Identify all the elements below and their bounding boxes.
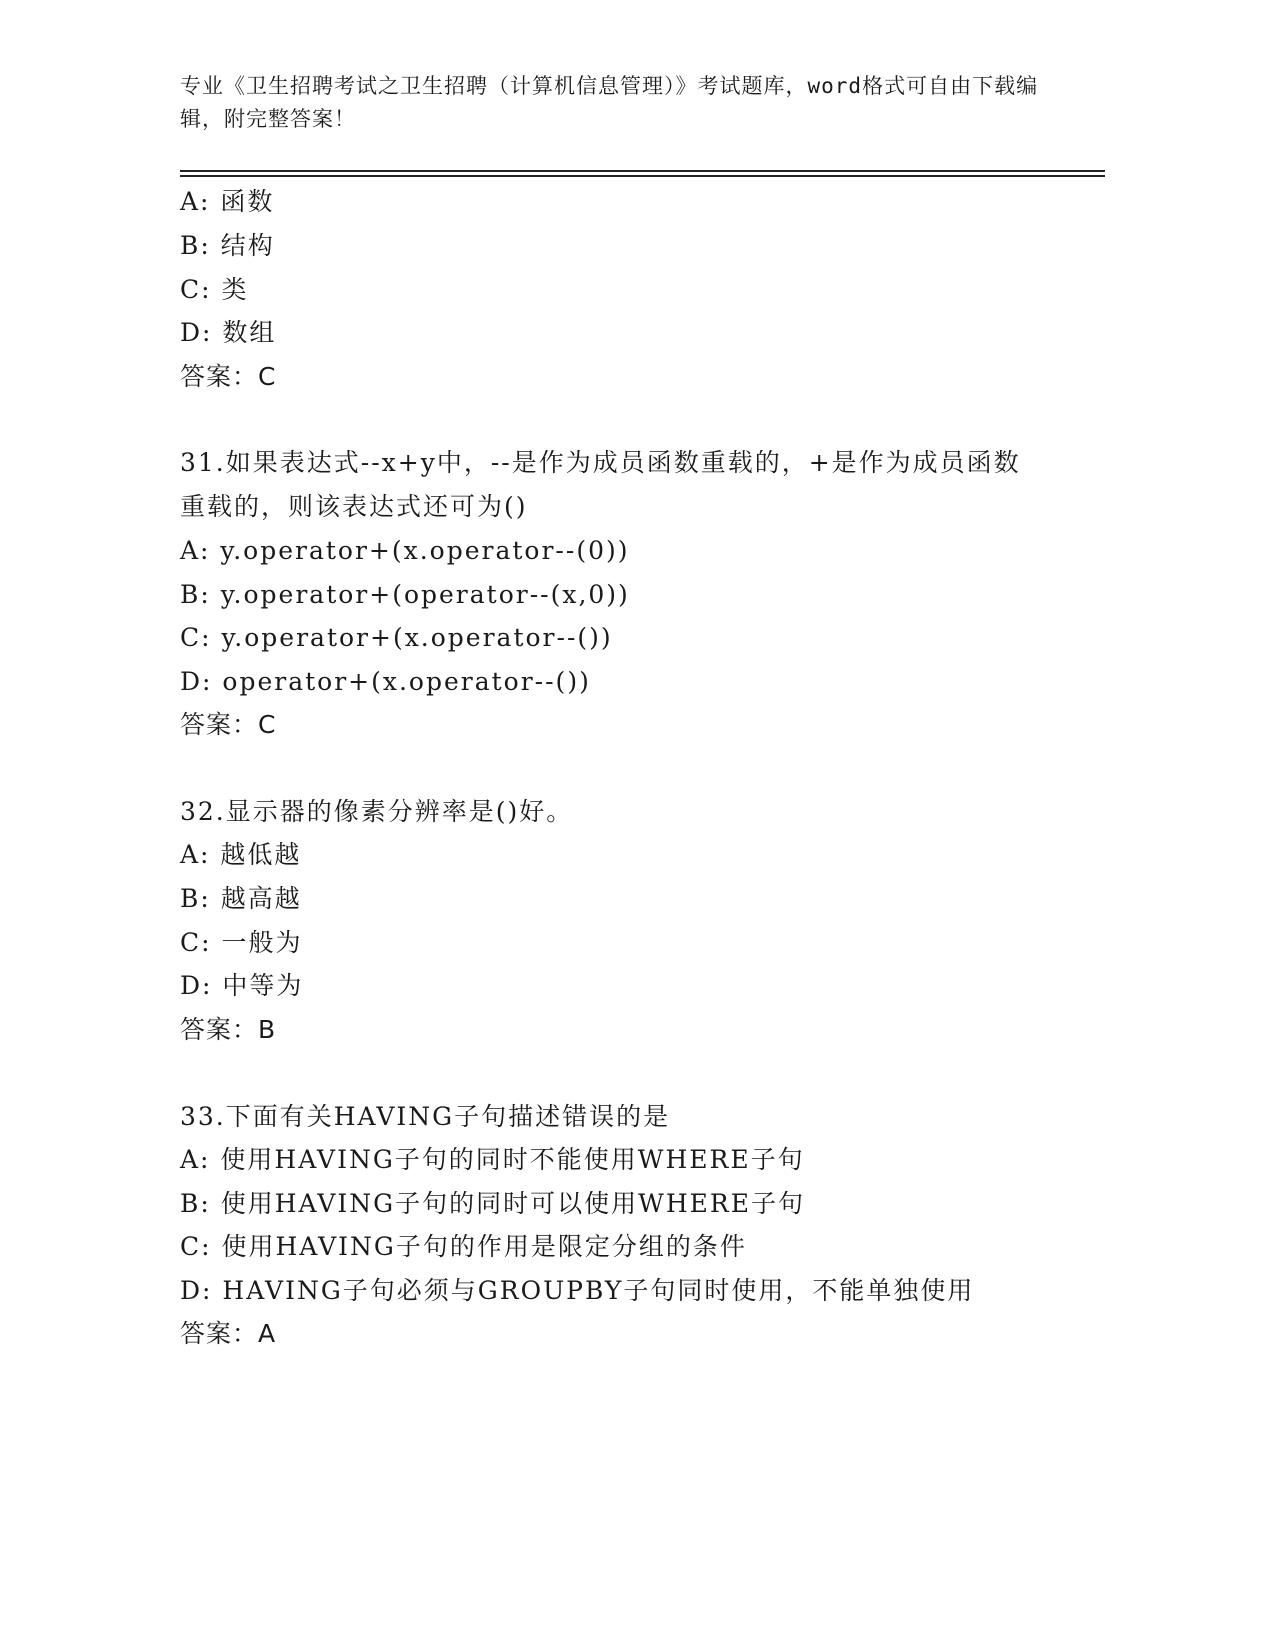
q33-option-d: D: HAVING子句必须与GROUPBY子句同时使用，不能单独使用 bbox=[180, 1276, 975, 1305]
q30-option-d: D: 数组 bbox=[180, 318, 277, 347]
q33-question: 33.下面有关HAVING子句描述错误的是 bbox=[180, 1102, 671, 1131]
q30-option-b: B: 结构 bbox=[180, 231, 275, 260]
q32-question: 32.显示器的像素分辨率是()好。 bbox=[180, 797, 574, 826]
q31-answer: 答案：C bbox=[180, 710, 277, 739]
q30-answer: 答案：C bbox=[180, 362, 277, 391]
q32-answer: 答案：B bbox=[180, 1015, 277, 1044]
q32-option-c: C: 一般为 bbox=[180, 928, 303, 957]
q31-question-line2: 重载的，则该表达式还可为() bbox=[180, 492, 528, 521]
q32-option-a: A: 越低越 bbox=[180, 840, 302, 869]
document-header: 专业《卫生招聘考试之卫生招聘（计算机信息管理）》考试题库，word格式可自由下载编辑，附完整答案！ bbox=[180, 74, 1039, 131]
q30-option-a: A: 函数 bbox=[180, 187, 275, 216]
q30-option-c: C: 类 bbox=[180, 275, 249, 304]
q32-option-b: B: 越高越 bbox=[180, 884, 302, 913]
q33-option-b: B: 使用HAVING子句的同时可以使用WHERE子句 bbox=[180, 1189, 805, 1218]
q31-option-d: D: operator+(x.operator--()) bbox=[180, 667, 591, 696]
q33-answer: 答案：A bbox=[180, 1319, 277, 1348]
header-divider-top bbox=[180, 170, 1105, 172]
q33-option-c: C: 使用HAVING子句的作用是限定分组的条件 bbox=[180, 1232, 747, 1261]
q31-option-a: A: y.operator+(x.operator--(0)) bbox=[180, 536, 630, 565]
q33-option-a: A: 使用HAVING子句的同时不能使用WHERE子句 bbox=[180, 1145, 805, 1174]
q32-option-d: D: 中等为 bbox=[180, 971, 304, 1000]
q31-option-c: C: y.operator+(x.operator--()) bbox=[180, 623, 613, 652]
q31-question-line1: 31.如果表达式--x+y中，--是作为成员函数重载的，+是作为成员函数 bbox=[180, 448, 1021, 477]
header-divider-bottom bbox=[180, 175, 1105, 177]
q31-option-b: B: y.operator+(operator--(x,0)) bbox=[180, 580, 630, 609]
